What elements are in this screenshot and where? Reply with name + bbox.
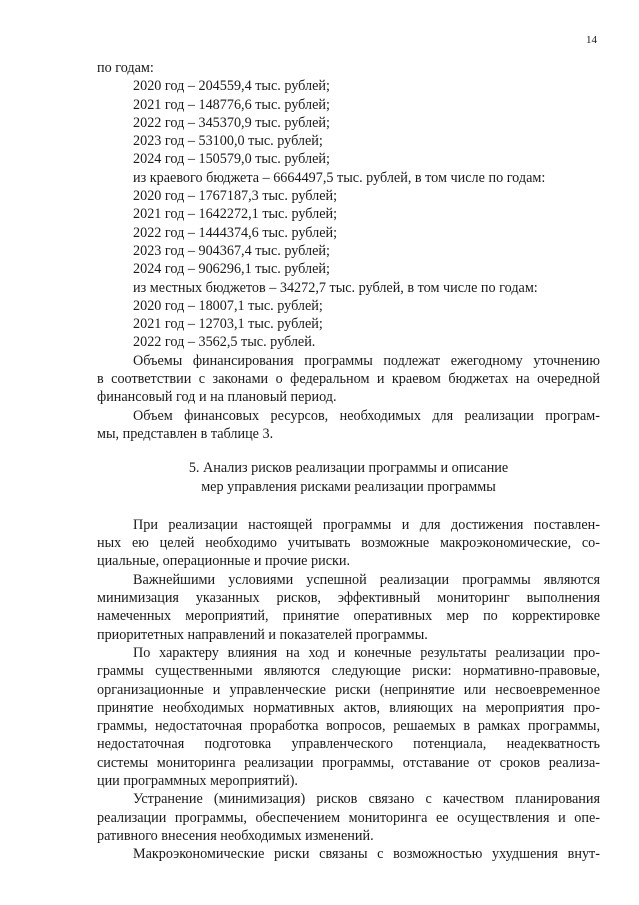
paragraph-line: ции программных мероприятий).	[97, 772, 298, 789]
section-5-heading	[97, 459, 600, 496]
paragraph-financial-resources	[97, 407, 600, 444]
paragraph-macro-risks	[97, 845, 600, 863]
paragraph-line: При реализации настоящей программы и для достижения поставлен-	[133, 516, 600, 533]
paragraph-line: системы мониторинга реализации программы, отставание от сроков реализа-	[97, 754, 600, 771]
paragraph-funding-volumes	[97, 352, 600, 407]
paragraph-risk-mitigation	[97, 790, 600, 845]
paragraph-line: Важнейшими условиями успешной реализации программы являются	[133, 571, 600, 588]
paragraph-line: ративного внесения необходимых изменений.	[97, 827, 374, 844]
paragraph-line: ных ею целей необходимо учитывать возможные макроэкономические, со-	[97, 535, 600, 552]
local-budget-intro: из местных бюджетов – 34272,7 тыс. рублей, в том числе по годам:	[133, 279, 538, 296]
paragraph-line: Устранение (минимизация) рисков связано с качеством планирования	[133, 791, 600, 808]
paragraph-risks-intro	[97, 516, 600, 571]
federal-years-list	[97, 77, 600, 168]
paragraph-line: граммы, недостаточная проработка вопросов, решаемых в рамках программы,	[97, 718, 600, 735]
paragraph-line: По характеру влияния на ход и конечные результаты реализации про-	[133, 644, 600, 661]
paragraph-risk-types	[97, 644, 600, 790]
regional-budget-intro: из краевого бюджета – 6664497,5 тыс. рублей, в том числе по годам:	[133, 169, 546, 186]
paragraph-line: мы, представлен в таблице 3.	[97, 425, 274, 442]
page-content	[97, 59, 600, 863]
paragraph-line: Объем финансовых ресурсов, необходимых для реализации програм-	[133, 407, 600, 424]
local-year-2020: 2020 год – 18007,1 тыс. рублей;	[133, 297, 323, 314]
paragraph-line: приоритетных направлений и показателей программы.	[97, 626, 428, 643]
federal-year-2023: 2023 год – 53100,0 тыс. рублей;	[133, 133, 323, 150]
paragraph-line: минимизация указанных рисков, эффективный мониторинг выполнения	[97, 590, 600, 607]
page-number: 14	[586, 34, 597, 46]
paragraph-line: граммы существенными являются следующие риски: нормативно-правовые,	[97, 663, 600, 680]
local-years-list	[97, 297, 600, 352]
section-heading-line: мер управления рисками реализации программы	[201, 478, 496, 495]
federal-year-2020: 2020 год – 204559,4 тыс. рублей;	[133, 78, 330, 95]
local-year-2022: 2022 год – 3562,5 тыс. рублей.	[133, 334, 316, 351]
paragraph-line: в соответствии с законами о федеральном и краевом бюджетах на очередной	[97, 371, 600, 388]
paragraph-key-conditions	[97, 571, 600, 644]
paragraph-line: реализации программы, обеспечением мониторинга ее осуществления и опе-	[97, 809, 600, 826]
federal-year-2024: 2024 год – 150579,0 тыс. рублей;	[133, 151, 330, 168]
paragraph-line: Макроэкономические риски связаны с возможностью ухудшения внут-	[133, 846, 600, 863]
federal-year-2022: 2022 год – 345370,9 тыс. рублей;	[133, 114, 330, 131]
local-year-2021: 2021 год – 12703,1 тыс. рублей;	[133, 316, 323, 333]
paragraph-line: недостаточная подготовка управленческого потенциала, неадекватность	[97, 736, 600, 753]
funding-intro-tail: по годам:	[97, 60, 154, 76]
federal-year-2021: 2021 год – 148776,6 тыс. рублей;	[133, 96, 330, 113]
regional-year-2023: 2023 год – 904367,4 тыс. рублей;	[133, 242, 330, 259]
paragraph-line: организационные и управленческие риски (непринятие или несвоевременное	[97, 681, 600, 698]
regional-year-2020: 2020 год – 1767187,3 тыс. рублей;	[133, 188, 338, 205]
regional-year-2024: 2024 год – 906296,1 тыс. рублей;	[133, 261, 330, 278]
paragraph-line: финансовый год и на плановый период.	[97, 389, 337, 406]
regional-year-2022: 2022 год – 1444374,6 тыс. рублей;	[133, 224, 338, 241]
paragraph-line: циальные, операционные и прочие риски.	[97, 553, 351, 570]
regional-years-list	[97, 187, 600, 278]
paragraph-line: принятие необходимых нормативных актов, влияющих на мероприятия про-	[97, 699, 600, 716]
section-heading-line: 5. Анализ рисков реализации программы и описание	[188, 460, 509, 477]
regional-year-2021: 2021 год – 1642272,1 тыс. рублей;	[133, 206, 338, 223]
paragraph-line: намеченных мероприятий, принятие оперативных мер по корректировке	[97, 608, 600, 625]
paragraph-line: Объемы финансирования программы подлежат ежегодному уточнению	[133, 352, 600, 369]
